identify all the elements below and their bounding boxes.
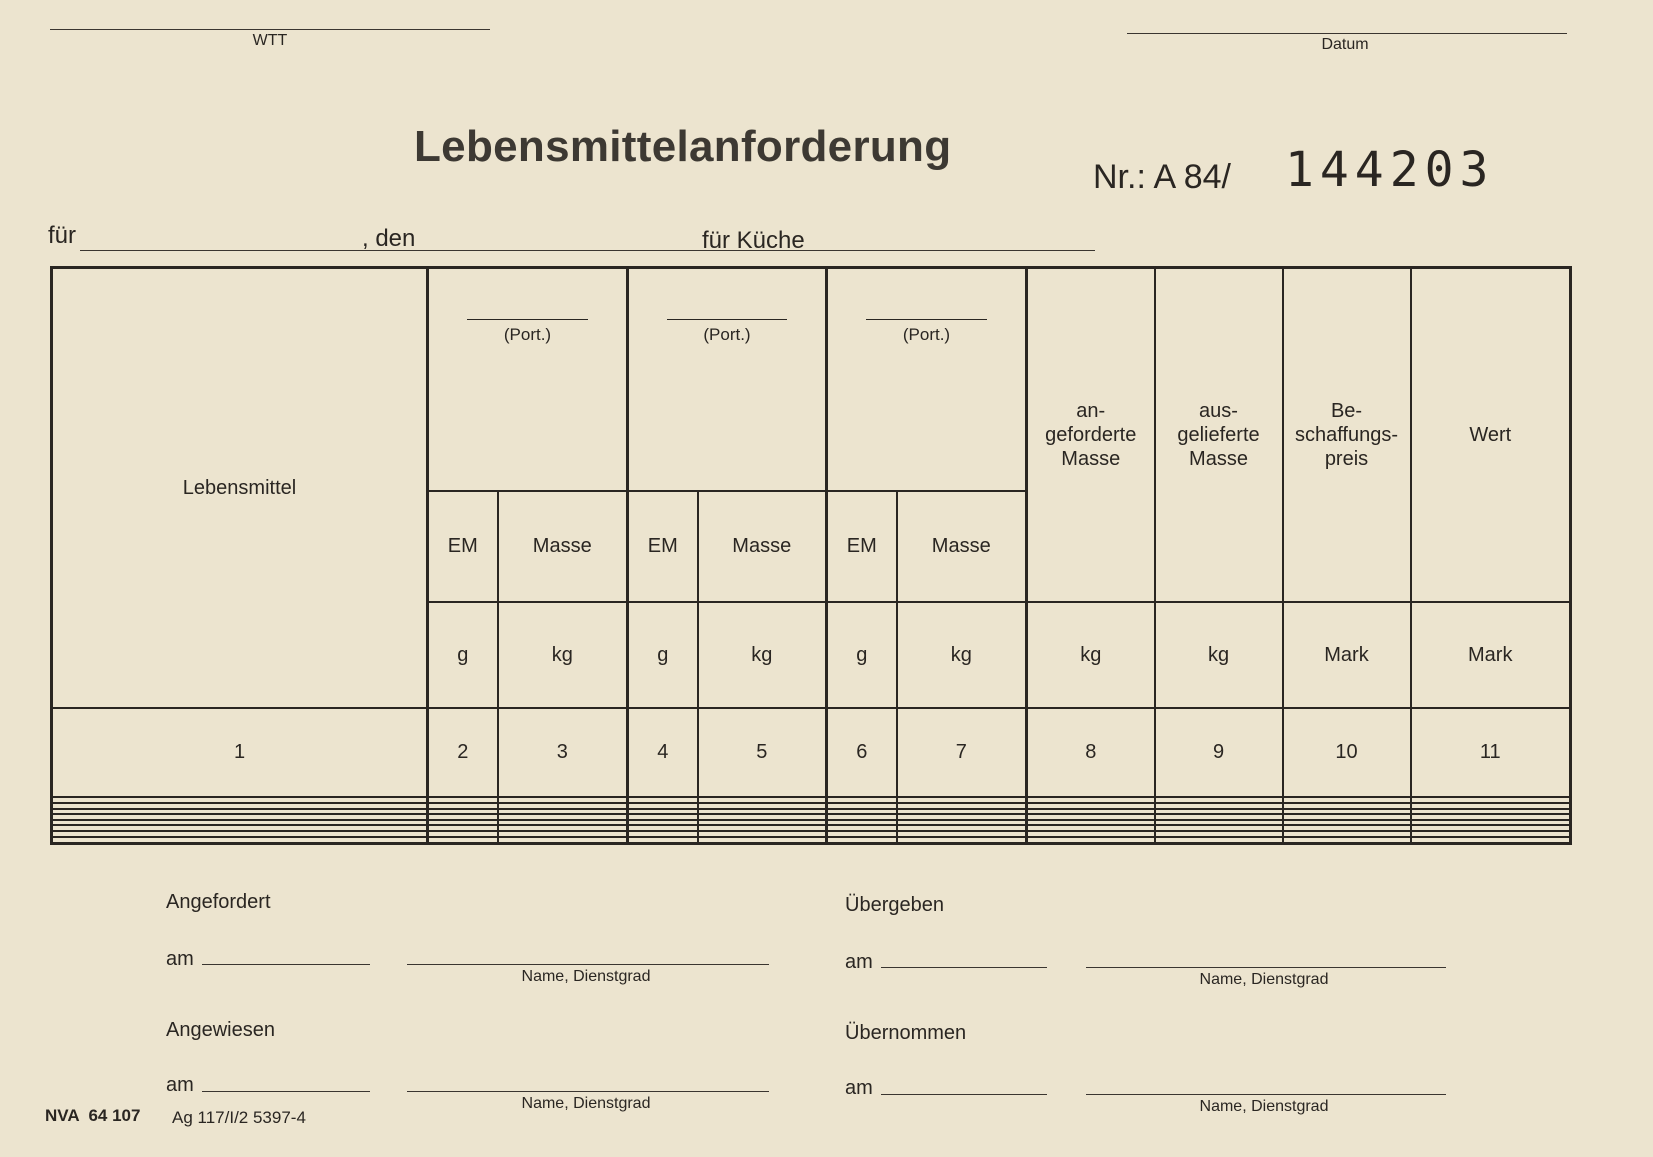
uebernommen-date-line[interactable] [881, 1094, 1047, 1095]
col-number-4: 4 [628, 708, 698, 797]
form-title: Lebensmittelanforderung [414, 122, 952, 171]
column-number-row [52, 708, 1571, 797]
uebernommen-label: Übernommen [845, 1022, 967, 1044]
uebernommen-am-label: am [845, 1077, 873, 1099]
table-cell[interactable] [498, 837, 628, 844]
col-number-8: 8 [1027, 708, 1155, 797]
col-header-ausgeliefert: aus- gelieferte Masse [1155, 268, 1283, 603]
datum-caption: Datum [1321, 36, 1369, 53]
col-number-6: 6 [827, 708, 897, 797]
angefordert-label: Angefordert [166, 891, 271, 913]
uebergeben-am-label: am [845, 951, 873, 973]
angefordert-name-line[interactable] [407, 964, 769, 965]
datum-line [1127, 33, 1567, 34]
uebergeben-label: Übergeben [845, 894, 944, 916]
masse-header-3: Masse [897, 491, 1027, 603]
col-number-10: 10 [1283, 708, 1411, 797]
form-number-value: 144203 [1285, 142, 1495, 198]
table-cell[interactable] [1411, 837, 1571, 844]
unit-kg-1: kg [498, 602, 628, 708]
col-header-angefordert: an- geforderte Masse [1027, 268, 1155, 603]
angewiesen-name-caption: Name, Dienstgrad [521, 1095, 651, 1112]
unit-kg-angefordert: kg [1027, 602, 1155, 708]
angefordert-am-label: am [166, 948, 194, 970]
table-cell[interactable] [698, 837, 827, 844]
unit-mark-preis: Mark [1283, 602, 1411, 708]
portion-group-1 [428, 268, 628, 491]
port-label-2: (Port.) [703, 325, 751, 344]
table-cell[interactable] [1155, 837, 1283, 844]
uebergeben-date-line[interactable] [881, 967, 1047, 968]
form-code-ag: Ag 117/I/2 5397-4 [172, 1108, 306, 1127]
unit-g-2: g [628, 602, 698, 708]
table-cell[interactable] [1027, 837, 1155, 844]
portion-group-3 [827, 268, 1027, 491]
col-number-2: 2 [428, 708, 498, 797]
form-code-nva: NVA 64 107 [45, 1106, 141, 1125]
wtt-caption: WTT [252, 32, 288, 49]
em-header-3: EM [827, 491, 897, 603]
table-cell[interactable] [52, 837, 428, 844]
portion-group-2 [628, 268, 827, 491]
wtt-line [50, 29, 490, 30]
unit-g-1: g [428, 602, 498, 708]
col-header-wert: Wert [1411, 268, 1571, 603]
col-number-7: 7 [897, 708, 1027, 797]
food-request-table [50, 266, 1572, 845]
em-header-2: EM [628, 491, 698, 603]
col-number-5: 5 [698, 708, 827, 797]
den-label: , den [362, 225, 416, 252]
table-cell[interactable] [827, 837, 897, 844]
col-header-beschaffungspreis: Be- schaffungs- preis [1283, 268, 1411, 603]
table-cell[interactable] [897, 837, 1027, 844]
table-row [52, 837, 1571, 844]
uebergeben-name-caption: Name, Dienstgrad [1199, 971, 1329, 988]
table-cell[interactable] [628, 837, 698, 844]
fuer-line [80, 250, 1095, 251]
col-number-3: 3 [498, 708, 628, 797]
uebernommen-name-caption: Name, Dienstgrad [1199, 1098, 1329, 1115]
uebergeben-name-line[interactable] [1086, 967, 1446, 968]
unit-kg-ausgeliefert: kg [1155, 602, 1283, 708]
col-number-11: 11 [1411, 708, 1571, 797]
col-header-lebensmittel: Lebensmittel [52, 268, 428, 709]
unit-kg-3: kg [897, 602, 1027, 708]
angewiesen-name-line[interactable] [407, 1091, 769, 1092]
angewiesen-date-line[interactable] [202, 1091, 370, 1092]
col-number-1: 1 [52, 708, 428, 797]
angewiesen-am-label: am [166, 1074, 194, 1096]
angefordert-date-line[interactable] [202, 964, 370, 965]
fuer-label: für [48, 222, 77, 249]
kueche-label: für Küche [702, 227, 805, 254]
angewiesen-label: Angewiesen [166, 1019, 275, 1041]
masse-header-2: Masse [698, 491, 827, 603]
masse-header-1: Masse [498, 491, 628, 603]
angefordert-name-caption: Name, Dienstgrad [521, 968, 651, 985]
unit-mark-wert: Mark [1411, 602, 1571, 708]
table-cell[interactable] [428, 837, 498, 844]
col-number-9: 9 [1155, 708, 1283, 797]
table-cell[interactable] [1283, 837, 1411, 844]
port-label-1: (Port.) [503, 325, 552, 344]
unit-g-3: g [827, 602, 897, 708]
unit-kg-2: kg [698, 602, 827, 708]
form-number-label: Nr.: A 84/ [1093, 158, 1231, 196]
uebernommen-name-line[interactable] [1086, 1094, 1446, 1095]
em-header-1: EM [428, 491, 498, 603]
port-label-3: (Port.) [902, 325, 951, 344]
